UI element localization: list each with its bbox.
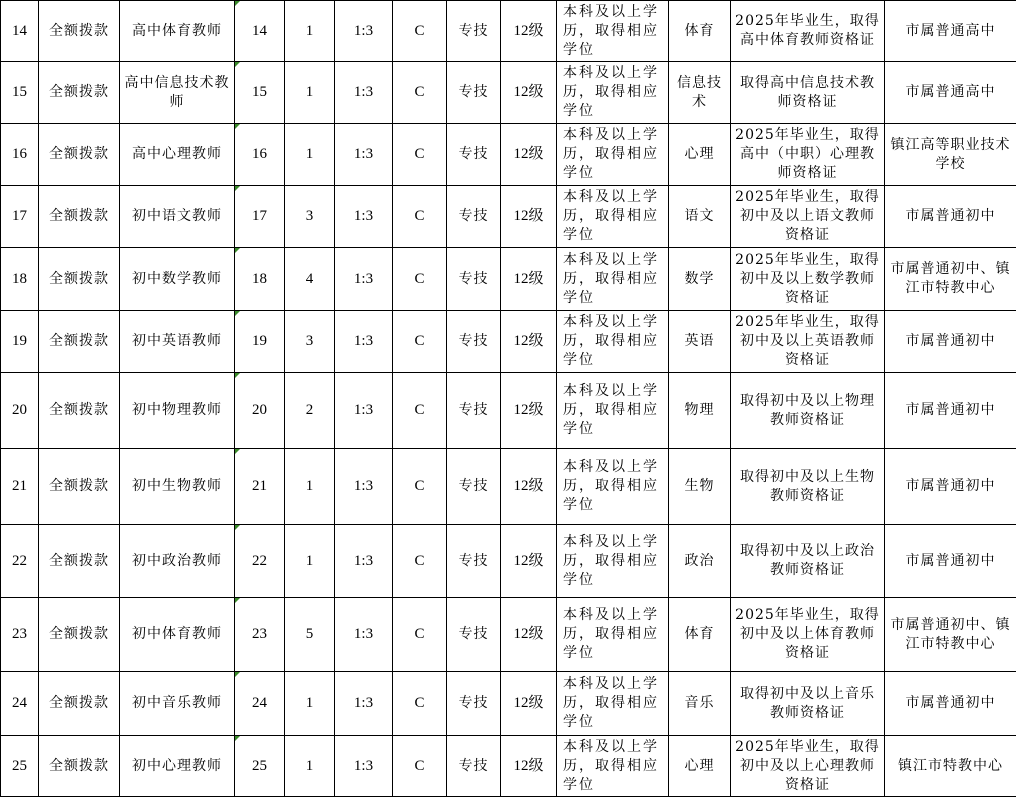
cell-position-type: 专技 xyxy=(447,736,501,797)
table-row xyxy=(1,736,1016,797)
cell-position-name: 初中体育教师 xyxy=(120,598,235,672)
cell-position-type: 专技 xyxy=(447,598,501,672)
cell-row-number: 23 xyxy=(1,598,39,672)
cell-employing-unit: 市属普通初中、镇江市特教中心 xyxy=(885,598,1016,672)
table-body xyxy=(1,1,1016,797)
position-code-text: 20 xyxy=(252,402,267,418)
cell-education-requirement: 本科及以上学历，取得相应学位 xyxy=(557,1,669,62)
cell-row-number: 16 xyxy=(1,124,39,186)
cell-employing-unit: 市属普通高中 xyxy=(885,62,1016,124)
cell-funding-type: 全额拨款 xyxy=(39,248,120,311)
cell-major-requirement: 心理 xyxy=(669,736,731,797)
cell-employing-unit: 市属普通初中、镇江市特教中心 xyxy=(885,248,1016,311)
cell-position-code xyxy=(235,449,285,525)
cell-position-category: C xyxy=(393,525,447,598)
table-row xyxy=(1,598,1016,672)
cell-position-category: C xyxy=(393,672,447,736)
cell-row-number: 14 xyxy=(1,1,39,62)
cell-position-category: C xyxy=(393,248,447,311)
cell-hiring-count: 4 xyxy=(285,248,335,311)
cell-hiring-count: 1 xyxy=(285,62,335,124)
cell-funding-type: 全额拨款 xyxy=(39,525,120,598)
cell-position-code xyxy=(235,736,285,797)
table-row xyxy=(1,672,1016,736)
cell-position-type: 专技 xyxy=(447,124,501,186)
cell-position-name: 初中英语教师 xyxy=(120,311,235,373)
cell-position-type: 专技 xyxy=(447,449,501,525)
cell-position-code xyxy=(235,1,285,62)
cell-row-number: 18 xyxy=(1,248,39,311)
cell-major-requirement: 政治 xyxy=(669,525,731,598)
cell-position-code xyxy=(235,373,285,449)
cell-employing-unit: 市属普通初中 xyxy=(885,186,1016,248)
cell-position-level: 12级 xyxy=(501,598,557,672)
cell-education-requirement: 本科及以上学历，取得相应学位 xyxy=(557,124,669,186)
cell-position-category: C xyxy=(393,186,447,248)
cell-education-requirement: 本科及以上学历，取得相应学位 xyxy=(557,672,669,736)
cell-employing-unit: 镇江市特教中心 xyxy=(885,736,1016,797)
cell-row-number: 20 xyxy=(1,373,39,449)
cell-education-requirement: 本科及以上学历，取得相应学位 xyxy=(557,62,669,124)
cell-position-type: 专技 xyxy=(447,373,501,449)
cell-row-number: 25 xyxy=(1,736,39,797)
cell-position-type: 专技 xyxy=(447,1,501,62)
cell-row-number: 21 xyxy=(1,449,39,525)
cell-hiring-count: 1 xyxy=(285,449,335,525)
table-row xyxy=(1,373,1016,449)
cell-major-requirement: 音乐 xyxy=(669,672,731,736)
cell-position-level: 12级 xyxy=(501,525,557,598)
cell-funding-type: 全额拨款 xyxy=(39,373,120,449)
table-row xyxy=(1,449,1016,525)
cell-major-requirement: 数学 xyxy=(669,248,731,311)
cell-exam-ratio: 1:3 xyxy=(335,1,393,62)
cell-education-requirement: 本科及以上学历，取得相应学位 xyxy=(557,449,669,525)
cell-major-requirement: 语文 xyxy=(669,186,731,248)
cell-exam-ratio: 1:3 xyxy=(335,248,393,311)
cell-other-requirements: 取得初中及以上音乐教师资格证 xyxy=(731,672,885,736)
cell-other-requirements: 2025年毕业生，取得初中及以上数学教师资格证 xyxy=(731,248,885,311)
cell-position-code xyxy=(235,311,285,373)
cell-employing-unit: 镇江高等职业技术学校 xyxy=(885,124,1016,186)
cell-position-category: C xyxy=(393,62,447,124)
cell-funding-type: 全额拨款 xyxy=(39,186,120,248)
comment-marker-icon xyxy=(235,186,240,191)
comment-marker-icon xyxy=(235,672,240,677)
cell-other-requirements: 取得高中信息技术教师资格证 xyxy=(731,62,885,124)
cell-hiring-count: 3 xyxy=(285,186,335,248)
cell-funding-type: 全额拨款 xyxy=(39,598,120,672)
cell-exam-ratio: 1:3 xyxy=(335,62,393,124)
cell-position-code xyxy=(235,525,285,598)
cell-position-name: 初中语文教师 xyxy=(120,186,235,248)
cell-major-requirement: 生物 xyxy=(669,449,731,525)
cell-other-requirements: 2025年毕业生，取得初中及以上英语教师资格证 xyxy=(731,311,885,373)
comment-marker-icon xyxy=(235,311,240,316)
cell-major-requirement: 体育 xyxy=(669,598,731,672)
cell-major-requirement: 物理 xyxy=(669,373,731,449)
cell-position-category: C xyxy=(393,1,447,62)
cell-position-level: 12级 xyxy=(501,124,557,186)
table-row xyxy=(1,248,1016,311)
cell-row-number: 19 xyxy=(1,311,39,373)
cell-exam-ratio: 1:3 xyxy=(335,124,393,186)
cell-hiring-count: 2 xyxy=(285,373,335,449)
comment-marker-icon xyxy=(235,598,240,603)
position-code-text: 18 xyxy=(252,271,267,287)
cell-other-requirements: 取得初中及以上政治教师资格证 xyxy=(731,525,885,598)
cell-other-requirements: 2025年毕业生，取得初中及以上语文教师资格证 xyxy=(731,186,885,248)
cell-position-code xyxy=(235,62,285,124)
cell-position-category: C xyxy=(393,736,447,797)
cell-position-category: C xyxy=(393,311,447,373)
cell-exam-ratio: 1:3 xyxy=(335,672,393,736)
cell-position-type: 专技 xyxy=(447,248,501,311)
cell-education-requirement: 本科及以上学历，取得相应学位 xyxy=(557,598,669,672)
cell-exam-ratio: 1:3 xyxy=(335,311,393,373)
cell-position-type: 专技 xyxy=(447,672,501,736)
cell-position-type: 专技 xyxy=(447,525,501,598)
cell-hiring-count: 1 xyxy=(285,672,335,736)
comment-marker-icon xyxy=(235,62,240,67)
cell-position-code xyxy=(235,598,285,672)
cell-major-requirement: 心理 xyxy=(669,124,731,186)
cell-position-level: 12级 xyxy=(501,736,557,797)
cell-employing-unit: 市属普通初中 xyxy=(885,672,1016,736)
cell-hiring-count: 1 xyxy=(285,1,335,62)
cell-other-requirements: 2025年毕业生，取得高中（中职）心理教师资格证 xyxy=(731,124,885,186)
cell-employing-unit: 市属普通初中 xyxy=(885,525,1016,598)
cell-row-number: 17 xyxy=(1,186,39,248)
cell-education-requirement: 本科及以上学历，取得相应学位 xyxy=(557,525,669,598)
comment-marker-icon xyxy=(235,449,240,454)
position-code-text: 17 xyxy=(252,208,267,224)
cell-position-code xyxy=(235,248,285,311)
cell-row-number: 22 xyxy=(1,525,39,598)
comment-marker-icon xyxy=(235,525,240,530)
comment-marker-icon xyxy=(235,1,240,6)
cell-exam-ratio: 1:3 xyxy=(335,525,393,598)
cell-position-level: 12级 xyxy=(501,248,557,311)
cell-education-requirement: 本科及以上学历，取得相应学位 xyxy=(557,186,669,248)
cell-position-name: 高中信息技术教师 xyxy=(120,62,235,124)
cell-funding-type: 全额拨款 xyxy=(39,62,120,124)
position-code-text: 23 xyxy=(252,626,267,642)
cell-row-number: 24 xyxy=(1,672,39,736)
position-code-text: 14 xyxy=(252,23,267,39)
cell-position-name: 初中政治教师 xyxy=(120,525,235,598)
cell-education-requirement: 本科及以上学历，取得相应学位 xyxy=(557,736,669,797)
table-row xyxy=(1,62,1016,124)
cell-funding-type: 全额拨款 xyxy=(39,736,120,797)
cell-education-requirement: 本科及以上学历，取得相应学位 xyxy=(557,248,669,311)
cell-funding-type: 全额拨款 xyxy=(39,1,120,62)
cell-position-level: 12级 xyxy=(501,186,557,248)
cell-position-name: 高中体育教师 xyxy=(120,1,235,62)
cell-major-requirement: 英语 xyxy=(669,311,731,373)
cell-funding-type: 全额拨款 xyxy=(39,449,120,525)
table-row xyxy=(1,525,1016,598)
cell-position-name: 高中心理教师 xyxy=(120,124,235,186)
cell-exam-ratio: 1:3 xyxy=(335,598,393,672)
cell-exam-ratio: 1:3 xyxy=(335,736,393,797)
cell-hiring-count: 1 xyxy=(285,124,335,186)
cell-position-name: 初中心理教师 xyxy=(120,736,235,797)
cell-hiring-count: 3 xyxy=(285,311,335,373)
position-code-text: 15 xyxy=(252,84,267,100)
cell-other-requirements: 取得初中及以上物理教师资格证 xyxy=(731,373,885,449)
cell-other-requirements: 取得初中及以上生物教师资格证 xyxy=(731,449,885,525)
cell-position-category: C xyxy=(393,449,447,525)
cell-position-name: 初中数学教师 xyxy=(120,248,235,311)
cell-education-requirement: 本科及以上学历，取得相应学位 xyxy=(557,311,669,373)
cell-row-number: 15 xyxy=(1,62,39,124)
cell-hiring-count: 1 xyxy=(285,736,335,797)
cell-funding-type: 全额拨款 xyxy=(39,672,120,736)
cell-position-code xyxy=(235,124,285,186)
cell-position-category: C xyxy=(393,373,447,449)
cell-position-level: 12级 xyxy=(501,373,557,449)
cell-position-level: 12级 xyxy=(501,1,557,62)
cell-employing-unit: 市属普通初中 xyxy=(885,311,1016,373)
cell-other-requirements: 2025年毕业生，取得初中及以上心理教师资格证 xyxy=(731,736,885,797)
cell-position-level: 12级 xyxy=(501,672,557,736)
cell-position-category: C xyxy=(393,124,447,186)
position-code-text: 16 xyxy=(252,146,267,162)
cell-position-name: 初中物理教师 xyxy=(120,373,235,449)
position-code-text: 21 xyxy=(252,478,267,494)
cell-exam-ratio: 1:3 xyxy=(335,186,393,248)
table-row xyxy=(1,186,1016,248)
cell-position-level: 12级 xyxy=(501,449,557,525)
cell-position-name: 初中音乐教师 xyxy=(120,672,235,736)
table-row xyxy=(1,311,1016,373)
cell-employing-unit: 市属普通初中 xyxy=(885,373,1016,449)
cell-position-code xyxy=(235,672,285,736)
cell-other-requirements: 2025年毕业生，取得初中及以上体育教师资格证 xyxy=(731,598,885,672)
position-code-text: 22 xyxy=(252,553,267,569)
table-row xyxy=(1,124,1016,186)
position-code-text: 25 xyxy=(252,758,267,774)
cell-other-requirements: 2025年毕业生，取得高中体育教师资格证 xyxy=(731,1,885,62)
cell-position-type: 专技 xyxy=(447,62,501,124)
comment-marker-icon xyxy=(235,124,240,129)
cell-exam-ratio: 1:3 xyxy=(335,449,393,525)
cell-major-requirement: 体育 xyxy=(669,1,731,62)
cell-major-requirement: 信息技术 xyxy=(669,62,731,124)
table-row xyxy=(1,1,1016,62)
cell-education-requirement: 本科及以上学历，取得相应学位 xyxy=(557,373,669,449)
position-code-text: 19 xyxy=(252,333,267,349)
position-code-text: 24 xyxy=(252,695,267,711)
cell-employing-unit: 市属普通高中 xyxy=(885,1,1016,62)
cell-exam-ratio: 1:3 xyxy=(335,373,393,449)
cell-position-level: 12级 xyxy=(501,311,557,373)
cell-hiring-count: 1 xyxy=(285,525,335,598)
comment-marker-icon xyxy=(235,373,240,378)
comment-marker-icon xyxy=(235,248,240,253)
cell-position-type: 专技 xyxy=(447,311,501,373)
cell-funding-type: 全额拨款 xyxy=(39,311,120,373)
cell-position-code xyxy=(235,186,285,248)
cell-position-type: 专技 xyxy=(447,186,501,248)
cell-hiring-count: 5 xyxy=(285,598,335,672)
cell-position-name: 初中生物教师 xyxy=(120,449,235,525)
cell-position-category: C xyxy=(393,598,447,672)
cell-funding-type: 全额拨款 xyxy=(39,124,120,186)
cell-position-level: 12级 xyxy=(501,62,557,124)
cell-employing-unit: 市属普通初中 xyxy=(885,449,1016,525)
comment-marker-icon xyxy=(235,736,240,741)
